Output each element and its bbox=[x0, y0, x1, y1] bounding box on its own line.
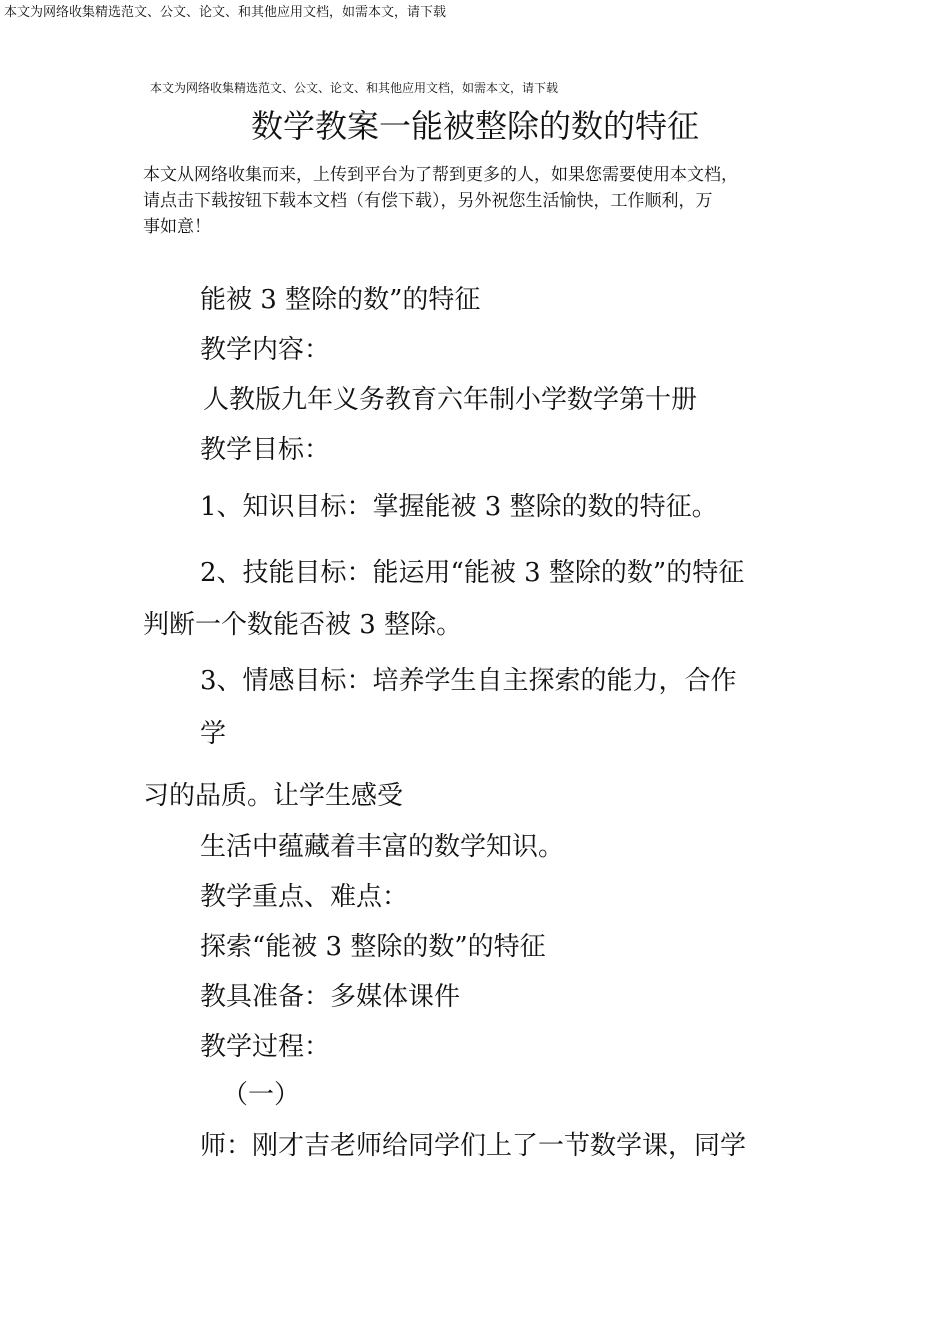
section-heading-process: 教学过程： bbox=[200, 1032, 331, 1062]
process-part-one: （一） bbox=[222, 1080, 301, 1110]
goal-skill: 2、技能目标：能运用“能被 3 整除的数”的特征 bbox=[200, 558, 745, 588]
document-source-notice: 本文为网络收集精选范文、公文、论文、和其他应用文档，如需本文，请下载 bbox=[150, 81, 559, 95]
document-title: 数学教案一能被整除的数的特征 bbox=[250, 107, 699, 145]
section-heading-content: 教学内容： bbox=[200, 335, 331, 365]
intro-line: 请点击下载按钮下载本文档（有偿下载），另外祝您生活愉快，工作顺利，万 bbox=[143, 191, 713, 211]
teacher-dialogue: 师：刚才吉老师给同学们上了一节数学课，同学 bbox=[200, 1131, 747, 1161]
teaching-aids: 教具准备：多媒体课件 bbox=[200, 982, 461, 1012]
keypoints-text: 探索“能被 3 整除的数”的特征 bbox=[200, 932, 546, 962]
goal-knowledge: 1、知识目标：掌握能被 3 整除的数的特征。 bbox=[200, 492, 718, 522]
intro-line: 事如意！ bbox=[143, 217, 211, 237]
section-heading-feature: 能被 3 整除的数”的特征 bbox=[200, 285, 481, 315]
page-header-notice: 本文为网络收集精选范文、公文、论文、和其他应用文档，如需本文，请下载 bbox=[4, 5, 447, 20]
goal-emotion: 3、情感目标：培养学生自主探索的能力，合作 bbox=[200, 666, 737, 696]
goal-emotion-continued-3: 生活中蕴藏着丰富的数学知识。 bbox=[200, 832, 565, 862]
section-heading-goals: 教学目标： bbox=[200, 435, 331, 465]
goal-emotion-continued-2: 习的品质。让学生感受 bbox=[143, 781, 404, 811]
textbook-line: 人教版九年义务教育六年制小学数学第十册 bbox=[203, 385, 698, 415]
goal-emotion-continued: 学 bbox=[200, 719, 227, 749]
intro-line: 本文从网络收集而来，上传到平台为了帮到更多的人，如果您需要使用本文档， bbox=[143, 165, 738, 185]
section-heading-keypoints: 教学重点、难点： bbox=[200, 882, 409, 912]
intro-paragraph bbox=[143, 162, 823, 240]
goal-skill-continued: 判断一个数能否被 3 整除。 bbox=[143, 610, 463, 640]
